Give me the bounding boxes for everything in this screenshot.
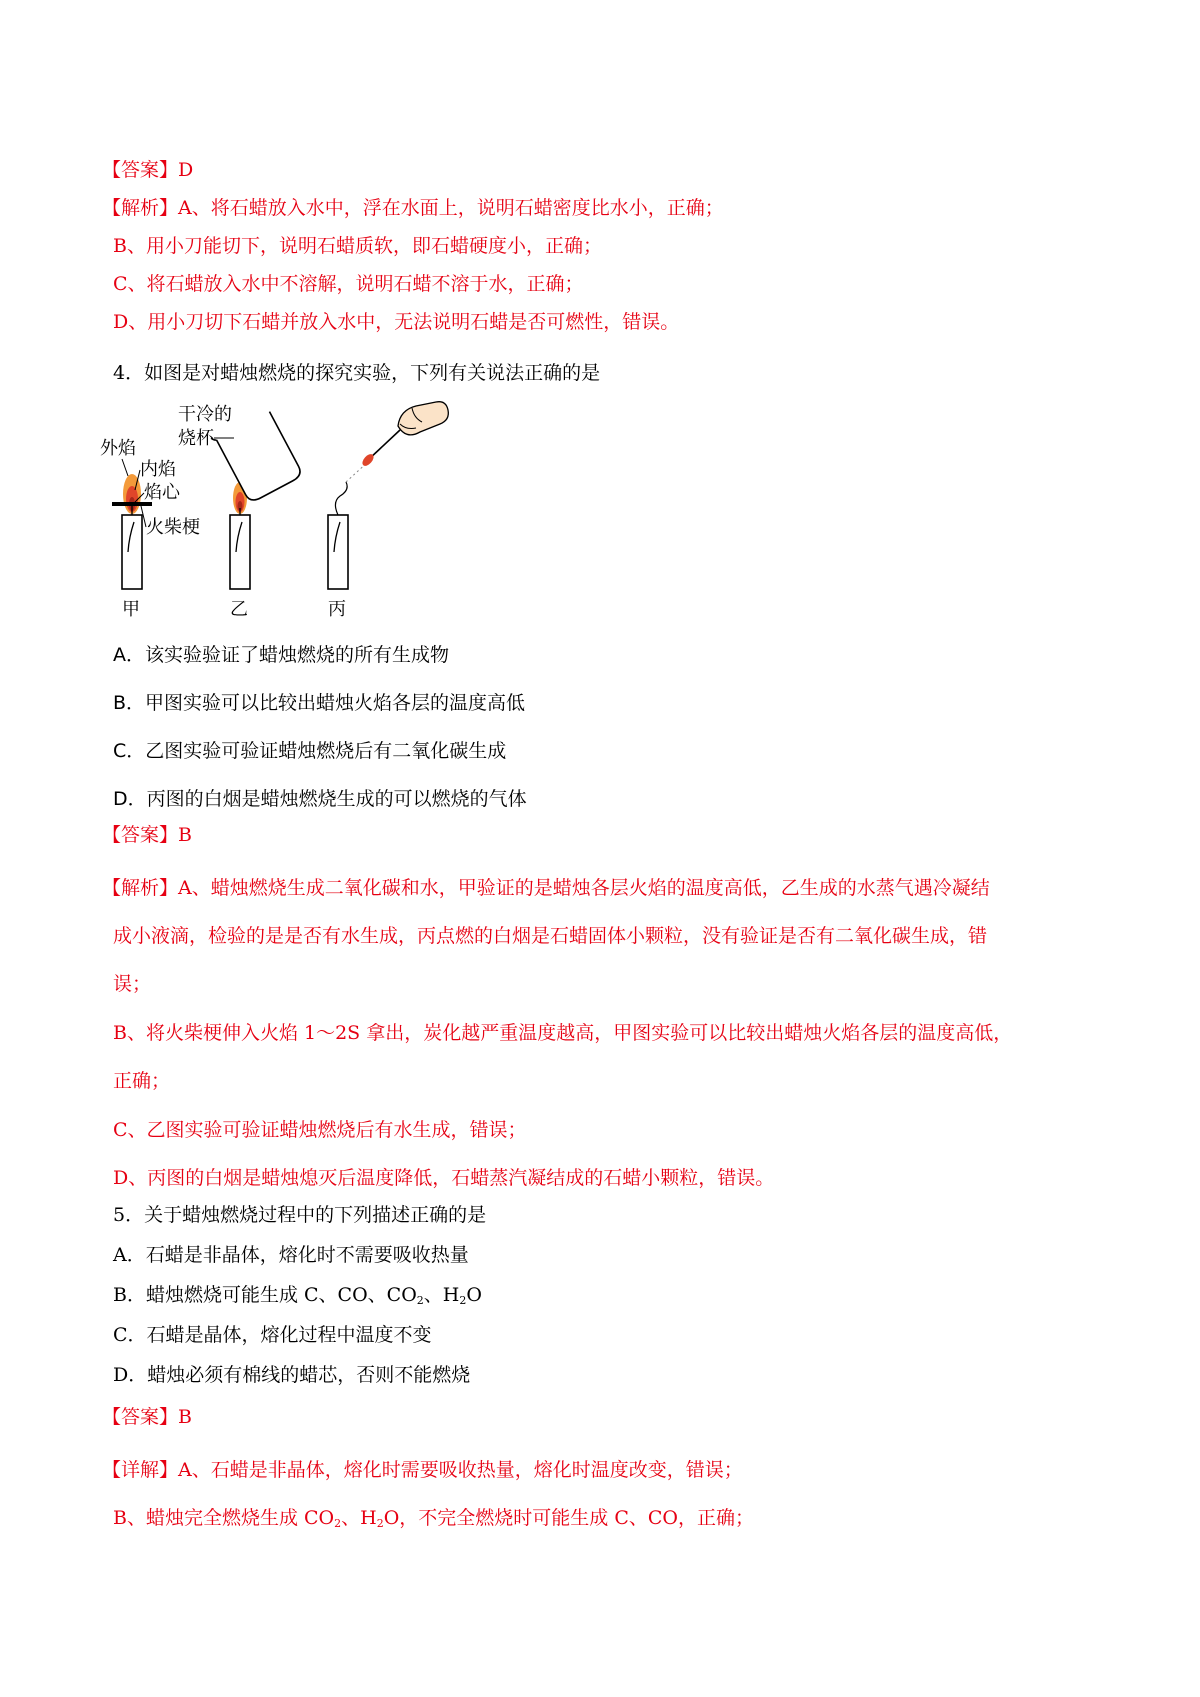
answer-value: B — [178, 824, 192, 846]
q4-stem: 4．如图是对蜡烛燃烧的探究实验，下列有关说法正确的是 — [113, 362, 601, 384]
q5-option-b: B．蜡烛燃烧可能生成 C、CO、$CO_2$、$H_2O$ — [113, 1284, 482, 1307]
q4-answer — [102, 820, 192, 847]
answer-value: B — [178, 1406, 192, 1428]
label-yi: 乙 — [230, 599, 248, 620]
q4-analysis-line-4: B、将火柴梗伸入火焰 1～2S 拿出，炭化越严重温度越高，甲图实验可以比较出蜡烛火焰各层的温度高低， — [113, 1022, 1013, 1044]
answer-tag: 【答案】 — [102, 824, 179, 846]
q5-option-a: A．石蜡是非晶体，熔化时不需要吸收热量 — [113, 1244, 469, 1266]
label-flame-core: 焰心 — [144, 482, 180, 503]
q3-analysis-line-4: D、用小刀切下石蜡并放入水中，无法说明石蜡是否可燃性，错误。 — [113, 311, 680, 333]
q4-analysis-line-2: 成小液滴，检验的是是否有水生成，丙点燃的白烟是石蜡固体小颗粒，没有验证是否有二氧化碳生成，错 — [113, 925, 988, 947]
q4-analysis-line-6: C、乙图实验可验证蜡烛燃烧后有水生成，错误； — [113, 1119, 527, 1141]
detail-tag: 【详解】 — [102, 1459, 179, 1481]
answer-tag: 【答案】 — [102, 1406, 179, 1428]
q3-answer — [102, 155, 193, 182]
label-cup-line2: 烧杯 — [178, 428, 214, 449]
q4-option-c: C．乙图实验可验证蜡烛燃烧后有二氧化碳生成 — [113, 740, 507, 762]
q5-detail-b: B、蜡烛完全燃烧生成 $CO_2$、$H_2O$，不完全燃烧时可能生成 C、CO，正确； — [113, 1507, 754, 1530]
label-jia: 甲 — [122, 599, 140, 620]
label-inner-flame: 内焰 — [140, 459, 176, 480]
q3-analysis-line-1: 【解析】A、将石蜡放入水中，浮在水面上，说明石蜡密度比水小，正确； — [102, 197, 724, 219]
q3-analysis-line-3: C、将石蜡放入水中不溶解，说明石蜡不溶于水，正确； — [113, 273, 584, 295]
q5-stem: 5．关于蜡烛燃烧过程中的下列描述正确的是 — [113, 1204, 487, 1226]
label-matchstick: 火柴梗 — [146, 517, 200, 538]
analysis-tag: 【解析】 — [102, 877, 179, 899]
q4-analysis-line-1: 【解析】A、蜡烛燃烧生成二氧化碳和水，甲验证的是蜡烛各层火焰的温度高低，乙生成的水蒸气遇冷凝结 — [102, 877, 990, 899]
q5-option-c: C．石蜡是晶体，熔化过程中温度不变 — [113, 1324, 432, 1346]
candle-experiment-figure — [100, 402, 460, 620]
answer-value: D — [178, 159, 194, 181]
label-bing: 丙 — [328, 599, 346, 620]
label-cup-line1: 干冷的 — [178, 404, 232, 425]
q5-answer — [102, 1402, 192, 1429]
q4-option-d: D．丙图的白烟是蜡烛燃烧生成的可以燃烧的气体 — [113, 788, 527, 810]
q4-analysis-line-7: D、丙图的白烟是蜡烛熄灭后温度降低，石蜡蒸汽凝结成的石蜡小颗粒，错误。 — [113, 1167, 775, 1189]
q4-option-a: A．该实验验证了蜡烛燃烧的所有生成物 — [113, 644, 449, 666]
q5-option-d: D．蜡烛必须有棉线的蜡芯，否则不能燃烧 — [113, 1364, 471, 1386]
answer-tag: 【答案】 — [102, 159, 179, 181]
q4-analysis-line-3: 误； — [113, 973, 152, 995]
q4-option-b: B．甲图实验可以比较出蜡烛火焰各层的温度高低 — [113, 692, 526, 714]
analysis-tag: 【解析】 — [102, 197, 179, 219]
q4-analysis-line-5: 正确； — [113, 1070, 171, 1092]
candle-yi — [211, 408, 303, 589]
candle-bing — [328, 402, 448, 589]
q3-analysis-line-2: B、用小刀能切下，说明石蜡质软，即石蜡硬度小，正确； — [113, 235, 602, 257]
label-outer-flame: 外焰 — [100, 438, 136, 459]
q5-detail-a: 【详解】A、石蜡是非晶体，熔化时需要吸收热量，熔化时温度改变，错误； — [102, 1459, 743, 1481]
